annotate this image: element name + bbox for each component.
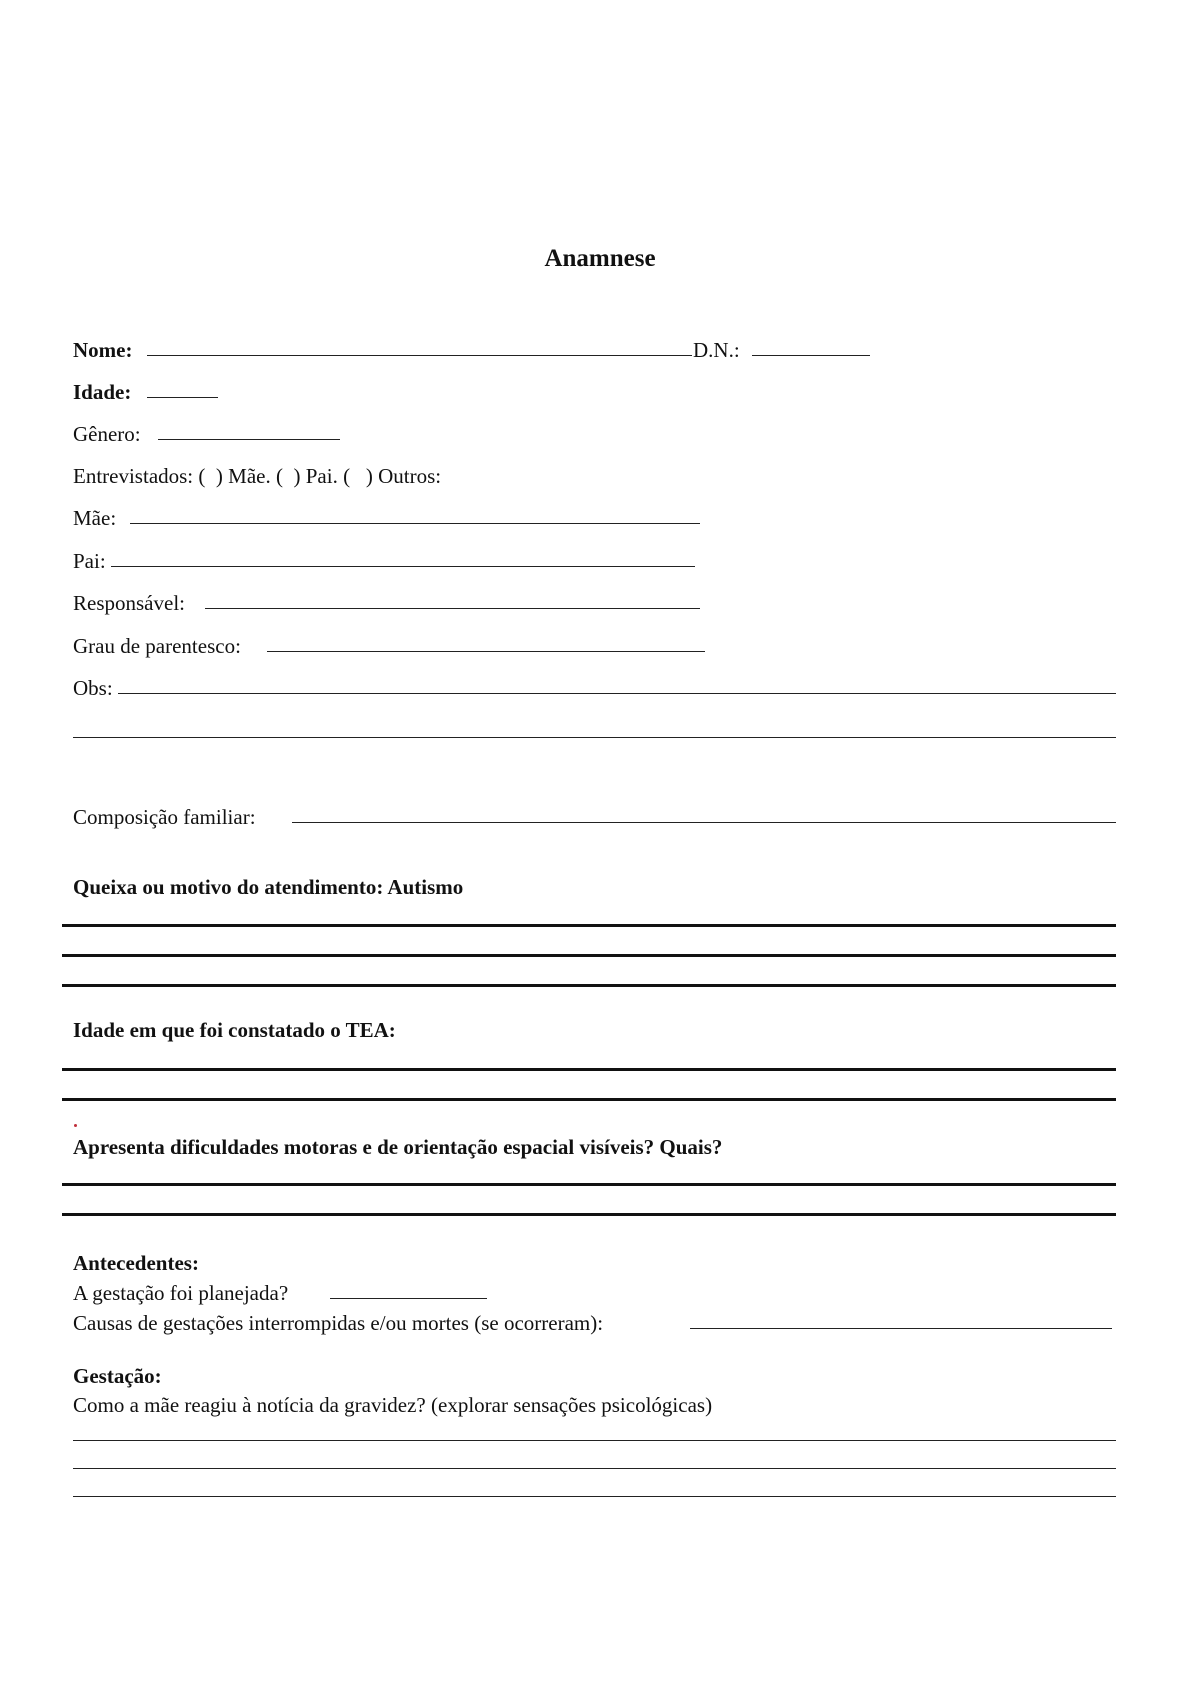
pai-label: Pai: [73, 549, 106, 573]
gestacao-answer-line-2[interactable] [73, 1468, 1116, 1469]
causas-field[interactable] [690, 1328, 1112, 1329]
responsavel-label: Responsável: [73, 591, 185, 615]
dificuldades-heading: Apresenta dificuldades motoras e de orientação espacial visíveis? Quais? [73, 1135, 723, 1159]
idade-tea-answer-line-2[interactable] [62, 1098, 1116, 1101]
dn-field[interactable] [752, 355, 870, 356]
causas-label: Causas de gestações interrompidas e/ou mortes (se ocorreram): [73, 1311, 604, 1335]
pai-field[interactable] [111, 566, 695, 567]
idade-label: Idade: [73, 380, 132, 404]
queixa-answer-line-1[interactable] [62, 924, 1116, 927]
gestacao-answer-line-3[interactable] [73, 1496, 1116, 1497]
gestacao-answer-line-1[interactable] [73, 1440, 1116, 1441]
grau-parentesco-field[interactable] [267, 651, 705, 652]
queixa-heading: Queixa ou motivo do atendimento: Autismo [73, 875, 464, 899]
idade-tea-heading: Idade em que foi constatado o TEA: [73, 1018, 396, 1042]
obs-field[interactable] [118, 693, 1116, 694]
checkbox-outros[interactable]: ( ) [343, 464, 373, 488]
gestacao-heading: Gestação: [73, 1364, 162, 1388]
genero-label: Gênero: [73, 422, 141, 446]
dn-label: D.N.: [693, 338, 740, 362]
page-title: Anamnese [544, 245, 656, 272]
red-dot-marker [74, 1124, 77, 1127]
obs-field-line-2[interactable] [73, 737, 1116, 738]
mae-field[interactable] [130, 523, 700, 524]
idade-tea-answer-line-1[interactable] [62, 1068, 1116, 1071]
obs-label: Obs: [73, 676, 113, 700]
antecedentes-heading: Antecedentes: [73, 1251, 199, 1275]
mae-label: Mãe: [73, 506, 117, 530]
entrevistados-row [73, 466, 441, 487]
genero-field[interactable] [158, 439, 340, 440]
grau-parentesco-label: Grau de parentesco: [73, 634, 241, 658]
dificuldades-answer-line-2[interactable] [62, 1213, 1116, 1216]
option-mae-label: Mãe. [228, 464, 271, 488]
responsavel-field[interactable] [205, 608, 700, 609]
idade-field[interactable] [147, 397, 218, 398]
option-outros-label: Outros: [378, 464, 442, 488]
option-pai-label: Pai. [305, 464, 338, 488]
gestacao-planejada-field[interactable] [330, 1298, 487, 1299]
dificuldades-answer-line-1[interactable] [62, 1183, 1116, 1186]
gestacao-question: Como a mãe reagiu à notícia da gravidez? (explorar sensações psicológicas) [73, 1393, 713, 1417]
checkbox-mae[interactable]: ( ) [198, 464, 223, 488]
composicao-familiar-field[interactable] [292, 822, 1116, 823]
nome-field[interactable] [147, 355, 692, 356]
queixa-answer-line-3[interactable] [62, 984, 1116, 987]
gestacao-planejada-label: A gestação foi planejada? [73, 1281, 289, 1305]
queixa-answer-line-2[interactable] [62, 954, 1116, 957]
checkbox-pai[interactable]: ( ) [275, 464, 301, 488]
entrevistados-label: Entrevistados: [73, 464, 194, 488]
nome-label: Nome: [73, 338, 133, 362]
composicao-familiar-label: Composição familiar: [73, 805, 256, 829]
